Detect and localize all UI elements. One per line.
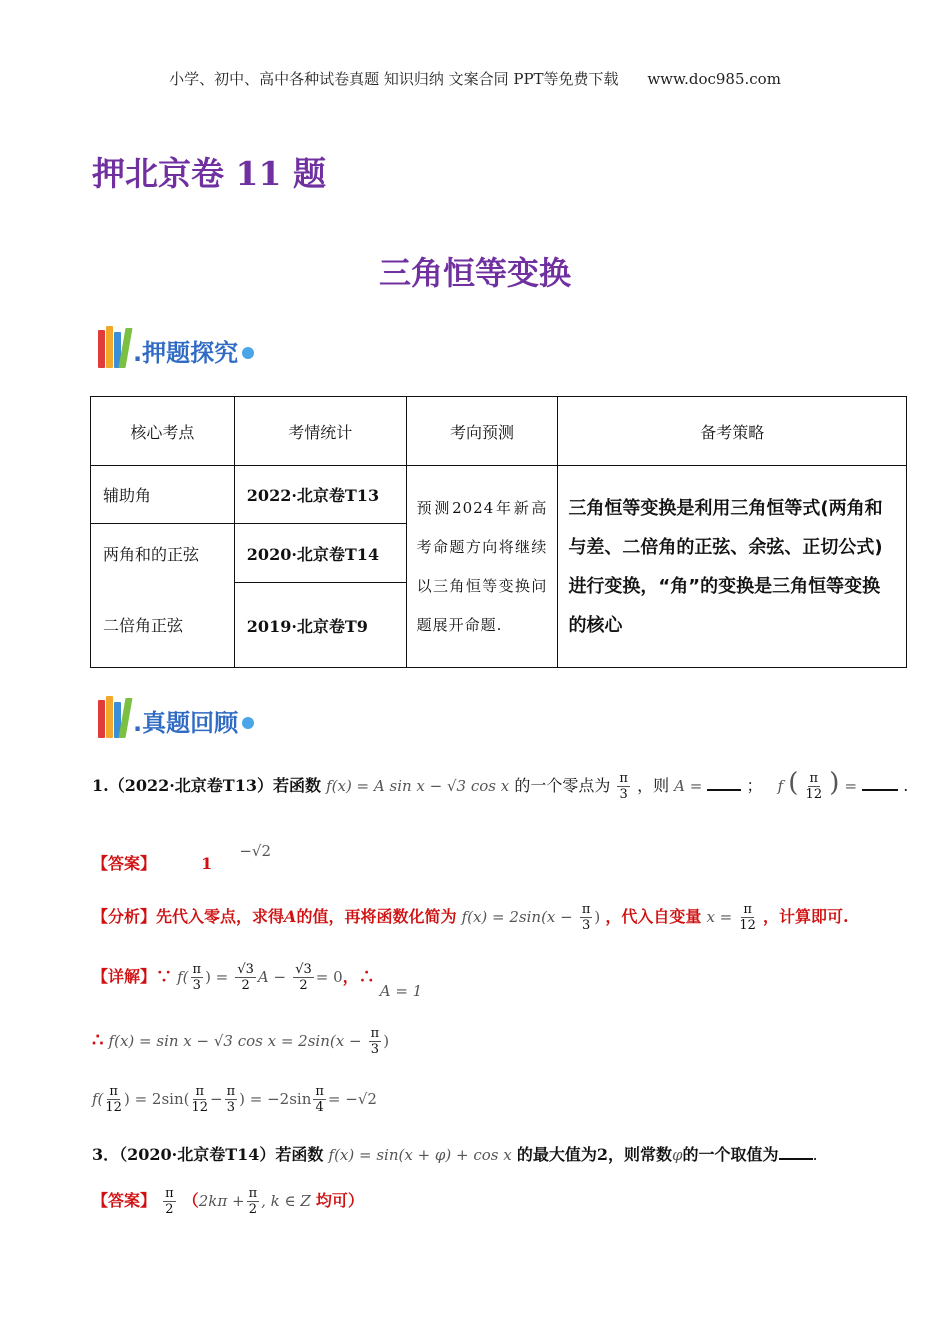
math-expression: x = [706, 908, 733, 926]
topic-cell: 两角和的正弦 [91, 524, 235, 583]
fraction [191, 1084, 208, 1115]
fraction-denominator: 3 [370, 1042, 380, 1057]
punctuation: . [903, 776, 909, 795]
exam-table [90, 396, 907, 668]
detail-label: 【详解】∵ [92, 967, 173, 986]
stat-cell: 2019·北京卷T9 [234, 583, 406, 668]
math-expression: ) = 2sin( [123, 1090, 190, 1108]
math-expression: f(x) = A sin x − √3 cos x [326, 777, 510, 795]
question-text: 的一个零点为 [514, 776, 611, 795]
answer-label: 【答案】 [92, 1191, 157, 1210]
fraction-numerator: π [165, 1186, 174, 1201]
math-expression: = [844, 777, 858, 795]
analysis-text: 的值，再将函数化简为 [296, 907, 457, 926]
math-expression: A − [257, 968, 287, 986]
fraction-denominator: 2 [165, 1202, 174, 1217]
fraction-numerator: π [315, 1084, 324, 1099]
answer-text: （ [182, 1191, 199, 1210]
math-expression: , k ∈ Z [261, 1192, 311, 1210]
fraction [105, 1084, 122, 1115]
answer-value: 1 [201, 854, 213, 873]
analysis [92, 902, 849, 933]
math-expression: ) [383, 1032, 390, 1050]
fraction-numerator: π [109, 1084, 118, 1099]
header-text: 小学、初中、高中各种试卷真题 知识归纳 文案合同 PPT等免费下载 [169, 70, 619, 88]
answer-1 [92, 838, 272, 873]
stat-cell: 2020·北京卷T14 [234, 524, 406, 583]
subject-prefix: 押北京卷 [92, 154, 224, 193]
fraction-denominator: 2 [248, 1202, 257, 1217]
math-expression: = −√2 [327, 1090, 377, 1108]
detail-line-1 [92, 962, 423, 1000]
bullet-dot-icon [242, 347, 254, 359]
page-title: 三角恒等变换 [378, 254, 571, 292]
detail-line-2 [92, 1026, 389, 1057]
fraction-numerator: π [226, 1084, 236, 1099]
math-expression: A = [674, 777, 703, 795]
answer-blank[interactable] [862, 775, 898, 791]
fraction-denominator: 3 [192, 978, 201, 993]
fraction-numerator: √3 [295, 962, 312, 977]
fraction-numerator: π [581, 902, 591, 917]
fraction-denominator: 2 [299, 978, 308, 993]
fraction-denominator: 2 [241, 978, 250, 993]
section-banner-explore [98, 326, 254, 368]
fraction [191, 962, 204, 993]
analysis-label: 【分析】 [92, 907, 157, 926]
math-expression: f(x) = 2sin(x − [461, 908, 573, 926]
fraction [806, 771, 823, 802]
section-title-review: .真题回顾 [133, 709, 239, 737]
fraction [293, 962, 314, 993]
table-header-row [91, 397, 907, 466]
question-text: ，则 [637, 776, 670, 795]
fraction-denominator: 12 [805, 787, 823, 802]
question-3 [92, 1142, 818, 1165]
question-text: 的一个取值为 [682, 1145, 779, 1164]
topic-cell: 二倍角正弦 [91, 583, 235, 668]
table-header-cell: 核心考点 [91, 397, 235, 466]
fraction-numerator: π [192, 962, 202, 977]
topic-cell: 辅助角 [91, 466, 235, 524]
fraction-denominator: 12 [191, 1100, 209, 1115]
fraction [739, 902, 756, 933]
section-banner-review [98, 696, 254, 738]
question-1 [92, 768, 908, 802]
section-title-explore: .押题探究 [133, 339, 239, 367]
table-row [91, 466, 907, 524]
fraction-numerator: π [195, 1084, 205, 1099]
math-expression: 2kπ + [198, 1192, 245, 1210]
fraction-numerator: √3 [237, 962, 254, 977]
subject-suffix: 题 [292, 154, 326, 193]
math-expression: ) = [205, 968, 229, 986]
analysis-text: A [284, 907, 297, 926]
math-expression: A = 1 [379, 982, 423, 1000]
math-expression: ) [594, 908, 601, 926]
question-label: 3．（2020·北京卷T14）若函数 [92, 1145, 324, 1164]
question-label: 1.（2022·北京卷T13）若函数 [92, 776, 321, 795]
therefore-symbol: ∴ [92, 1030, 104, 1051]
analysis-text: ，计算即可. [762, 907, 849, 926]
math-expression: f( [92, 1090, 104, 1108]
fraction-denominator: 12 [105, 1100, 122, 1115]
header-url[interactable]: www.doc985.com [647, 70, 781, 88]
question-text: 的最大值为2，则常数 [516, 1145, 672, 1164]
subject-number: 11 [235, 154, 282, 193]
detail-text: ，∴ [342, 967, 375, 986]
answer-label: 【答案】 [92, 854, 157, 873]
stat-cell: 2022·北京卷T13 [234, 466, 406, 524]
fraction-numerator: π [370, 1026, 380, 1041]
fraction [225, 1084, 238, 1115]
page-header [0, 68, 950, 89]
strategy-cell: 三角恒等变换是利用三角恒等式(两角和与差、二倍角的正弦、余弦、正切公式)进行变换，“角”的变换是三角恒等变换的核心 [558, 466, 907, 668]
math-expression: φ [671, 1146, 683, 1164]
table-header-cell: 考情统计 [234, 397, 406, 466]
math-expression: = 0 [315, 968, 343, 986]
fraction-denominator: 3 [619, 787, 628, 802]
fraction-numerator: π [743, 902, 752, 917]
table-header-cell: 备考策略 [558, 397, 907, 466]
math-expression: f [777, 777, 784, 795]
prediction-cell: 预测2024年新高考命题方向将继续以三角恒等变换问题展开命题. [406, 466, 558, 668]
answer-text: 均可） [315, 1191, 364, 1210]
fraction-denominator: 4 [315, 1100, 324, 1115]
answer-3 [92, 1186, 364, 1217]
fraction [617, 771, 630, 802]
math-expression: f( [177, 968, 189, 986]
analysis-text: 先代入零点，求得 [156, 907, 285, 926]
answer-blank[interactable] [779, 1144, 813, 1160]
fraction-numerator: π [619, 771, 628, 786]
fraction [369, 1026, 382, 1057]
math-expression: ) = −2sin [239, 1090, 312, 1108]
fraction-denominator: 12 [739, 918, 756, 933]
detail-line-3 [92, 1084, 377, 1115]
subject-heading [92, 148, 326, 195]
paren-left: ( [788, 768, 799, 798]
books-icon [98, 696, 129, 738]
fraction [163, 1186, 176, 1217]
fraction-denominator: 3 [581, 918, 591, 933]
table-header-cell: 考向预测 [406, 397, 558, 466]
answer-blank[interactable] [707, 775, 741, 791]
fraction-numerator: π [809, 771, 819, 786]
bullet-dot-icon [242, 717, 254, 729]
math-expression: − [210, 1090, 223, 1108]
punctuation: ； [746, 776, 763, 795]
fraction [580, 902, 593, 933]
books-icon [98, 326, 129, 368]
math-expression: f(x) = sin(x + φ) + cos x [328, 1146, 512, 1164]
fraction [313, 1084, 326, 1115]
fraction-numerator: π [248, 1186, 258, 1201]
answer-value: −√2 [239, 842, 272, 860]
analysis-text: ，代入自变量 [605, 907, 702, 926]
punctuation: . [812, 1145, 818, 1164]
fraction [235, 962, 256, 993]
fraction [247, 1186, 260, 1217]
fraction-denominator: 3 [226, 1100, 235, 1115]
math-expression: f(x) = sin x − √3 cos x = 2sin(x − [108, 1032, 362, 1050]
paren-right: ) [829, 768, 840, 798]
